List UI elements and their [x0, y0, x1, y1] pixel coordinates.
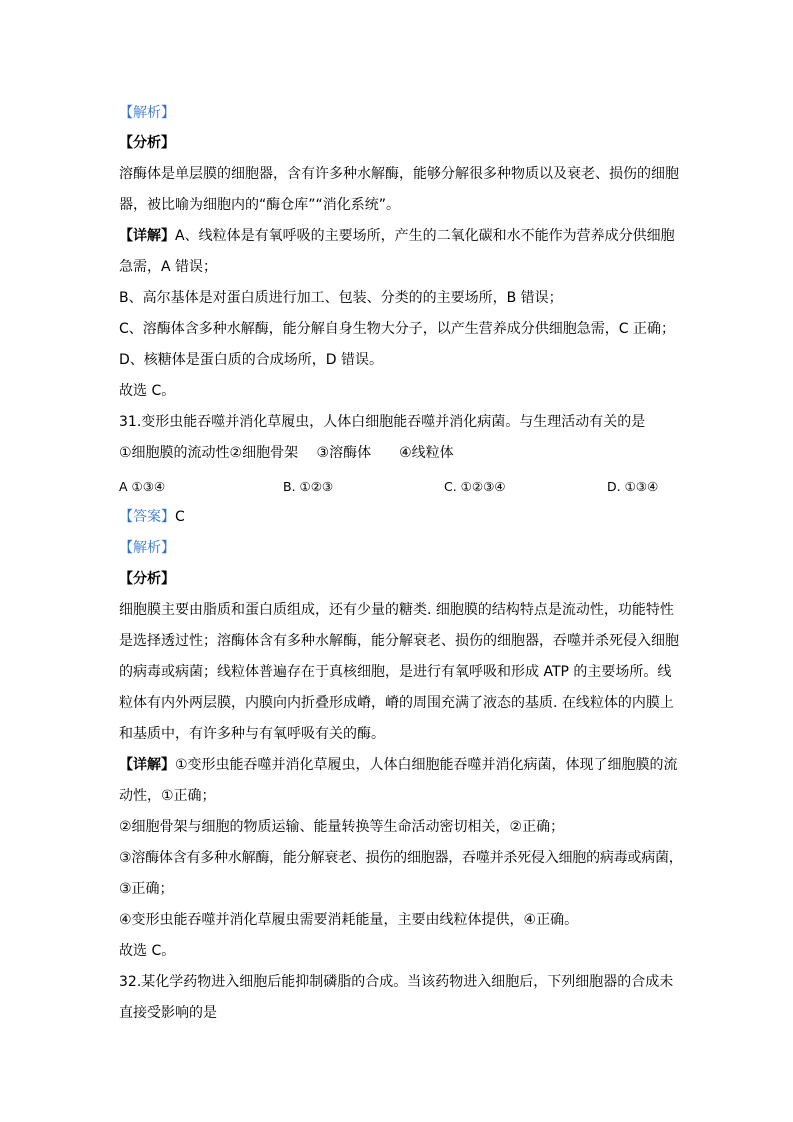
q31-xiangjie-1-text: ①变形虫能吞噬并消化草履虫，人体白细胞能吞噬并消化病菌，体现了细胞膜的流	[175, 757, 678, 773]
q31-xiangjie-2: ②细胞骨架与细胞的物质运输、能量转换等生命活动密切相关，②正确；	[119, 819, 565, 835]
q31-xiangjie-3-line2: ③正确；	[119, 881, 174, 897]
q31-items: ①细胞膜的流动性②细胞骨架 ③溶酶体 ④线粒体	[119, 445, 454, 461]
q31-option-b: B. ①②③	[283, 479, 334, 494]
q31-option-d: D. ①③④	[607, 479, 659, 494]
q30-xiangjie-c: C、溶酶体含多种水解酶，能分解自身生物大分子，以产生营养成分供细胞急需，C 正确；	[119, 321, 675, 337]
q31-stem: 31.变形虫能吞噬并消化草履虫，人体白细胞能吞噬并消化病菌。与生理活动有关的是	[119, 414, 646, 430]
q31-xiangjie-3-line1: ③溶酶体含有多种水解酶，能分解衰老、损伤的细胞器，吞噬并杀死侵入细胞的病毒或病菌，	[119, 850, 683, 866]
q31-conclusion: 故选 C。	[119, 943, 176, 959]
q31-option-c: C. ①②③④	[444, 479, 506, 494]
q31-fenxi-line3: 的病毒或病菌；线粒体普遍存在于真核细胞，是进行有氧呼吸和形成 ATP 的主要场所。线	[119, 664, 672, 680]
q32-stem-line1: 32.某化学药物进入细胞后能抑制磷脂的合成。当该药物进入细胞后，下列细胞器的合成未	[119, 974, 674, 990]
q30-jiexi-tag: 【解析】	[119, 105, 175, 121]
q31-answer-value: C	[175, 509, 185, 525]
q30-fenxi-tag: 【分析】	[119, 135, 175, 151]
q31-jiexi-tag: 【解析】	[119, 540, 175, 556]
q30-xiangjie-d: D、核糖体是蛋白质的合成场所，D 错误。	[119, 352, 384, 368]
q31-xiangjie-tag: 【详解】	[119, 757, 175, 773]
q30-xiangjie-a-line2: 急需，A 错误；	[119, 259, 218, 275]
q31-fenxi-line2: 是选择透过性；溶酶体含有多种水解酶，能分解衰老、损伤的细胞器，吞噬并杀死侵入细胞	[119, 633, 679, 649]
q31-answer	[119, 508, 185, 526]
q31-fenxi-tag: 【分析】	[119, 571, 175, 587]
q31-xiangjie-4: ④变形虫能吞噬并消化草履虫需要消耗能量，主要由线粒体提供，④正确。	[119, 912, 579, 928]
q30-xiangjie-tag: 【详解】	[119, 228, 175, 244]
q30-fenxi-line2: 器，被比喻为细胞内的“酶仓库”“消化系统”。	[119, 197, 401, 213]
q31-xiangjie-1-line2: 动性，①正确；	[119, 788, 216, 804]
q30-xiangjie-a-text: A、线粒体是有氧呼吸的主要场所，产生的二氧化碳和水不能作为营养成分供细胞	[175, 228, 675, 244]
q30-xiangjie-b: B、高尔基体是对蛋白质进行加工、包装、分类的的主要场所，B 错误；	[119, 290, 563, 306]
q30-xiangjie-a-line1	[119, 227, 675, 245]
q31-fenxi-line1: 细胞膜主要由脂质和蛋白质组成，还有少量的糖类. 细胞膜的结构特点是流动性，功能特性	[119, 602, 674, 618]
q31-xiangjie-1-line1	[119, 756, 678, 774]
q31-fenxi-line5: 和基质中，有许多种与有氧呼吸有关的酶。	[119, 726, 385, 742]
q30-fenxi-line1: 溶酶体是单层膜的细胞器，含有许多种水解酶，能够分解很多种物质以及衰老、损伤的细胞	[119, 166, 679, 182]
q31-fenxi-line4: 粒体有内外两层膜，内膜向内折叠形成嵴，嵴的周围充满了液态的基质. 在线粒体的内膜上	[119, 695, 674, 711]
q30-conclusion: 故选 C。	[119, 383, 176, 399]
q31-option-a: A ①③④	[119, 479, 166, 494]
q31-answer-tag: 【答案】	[119, 509, 175, 525]
q32-stem-line2: 直接受影响的是	[119, 1005, 217, 1021]
